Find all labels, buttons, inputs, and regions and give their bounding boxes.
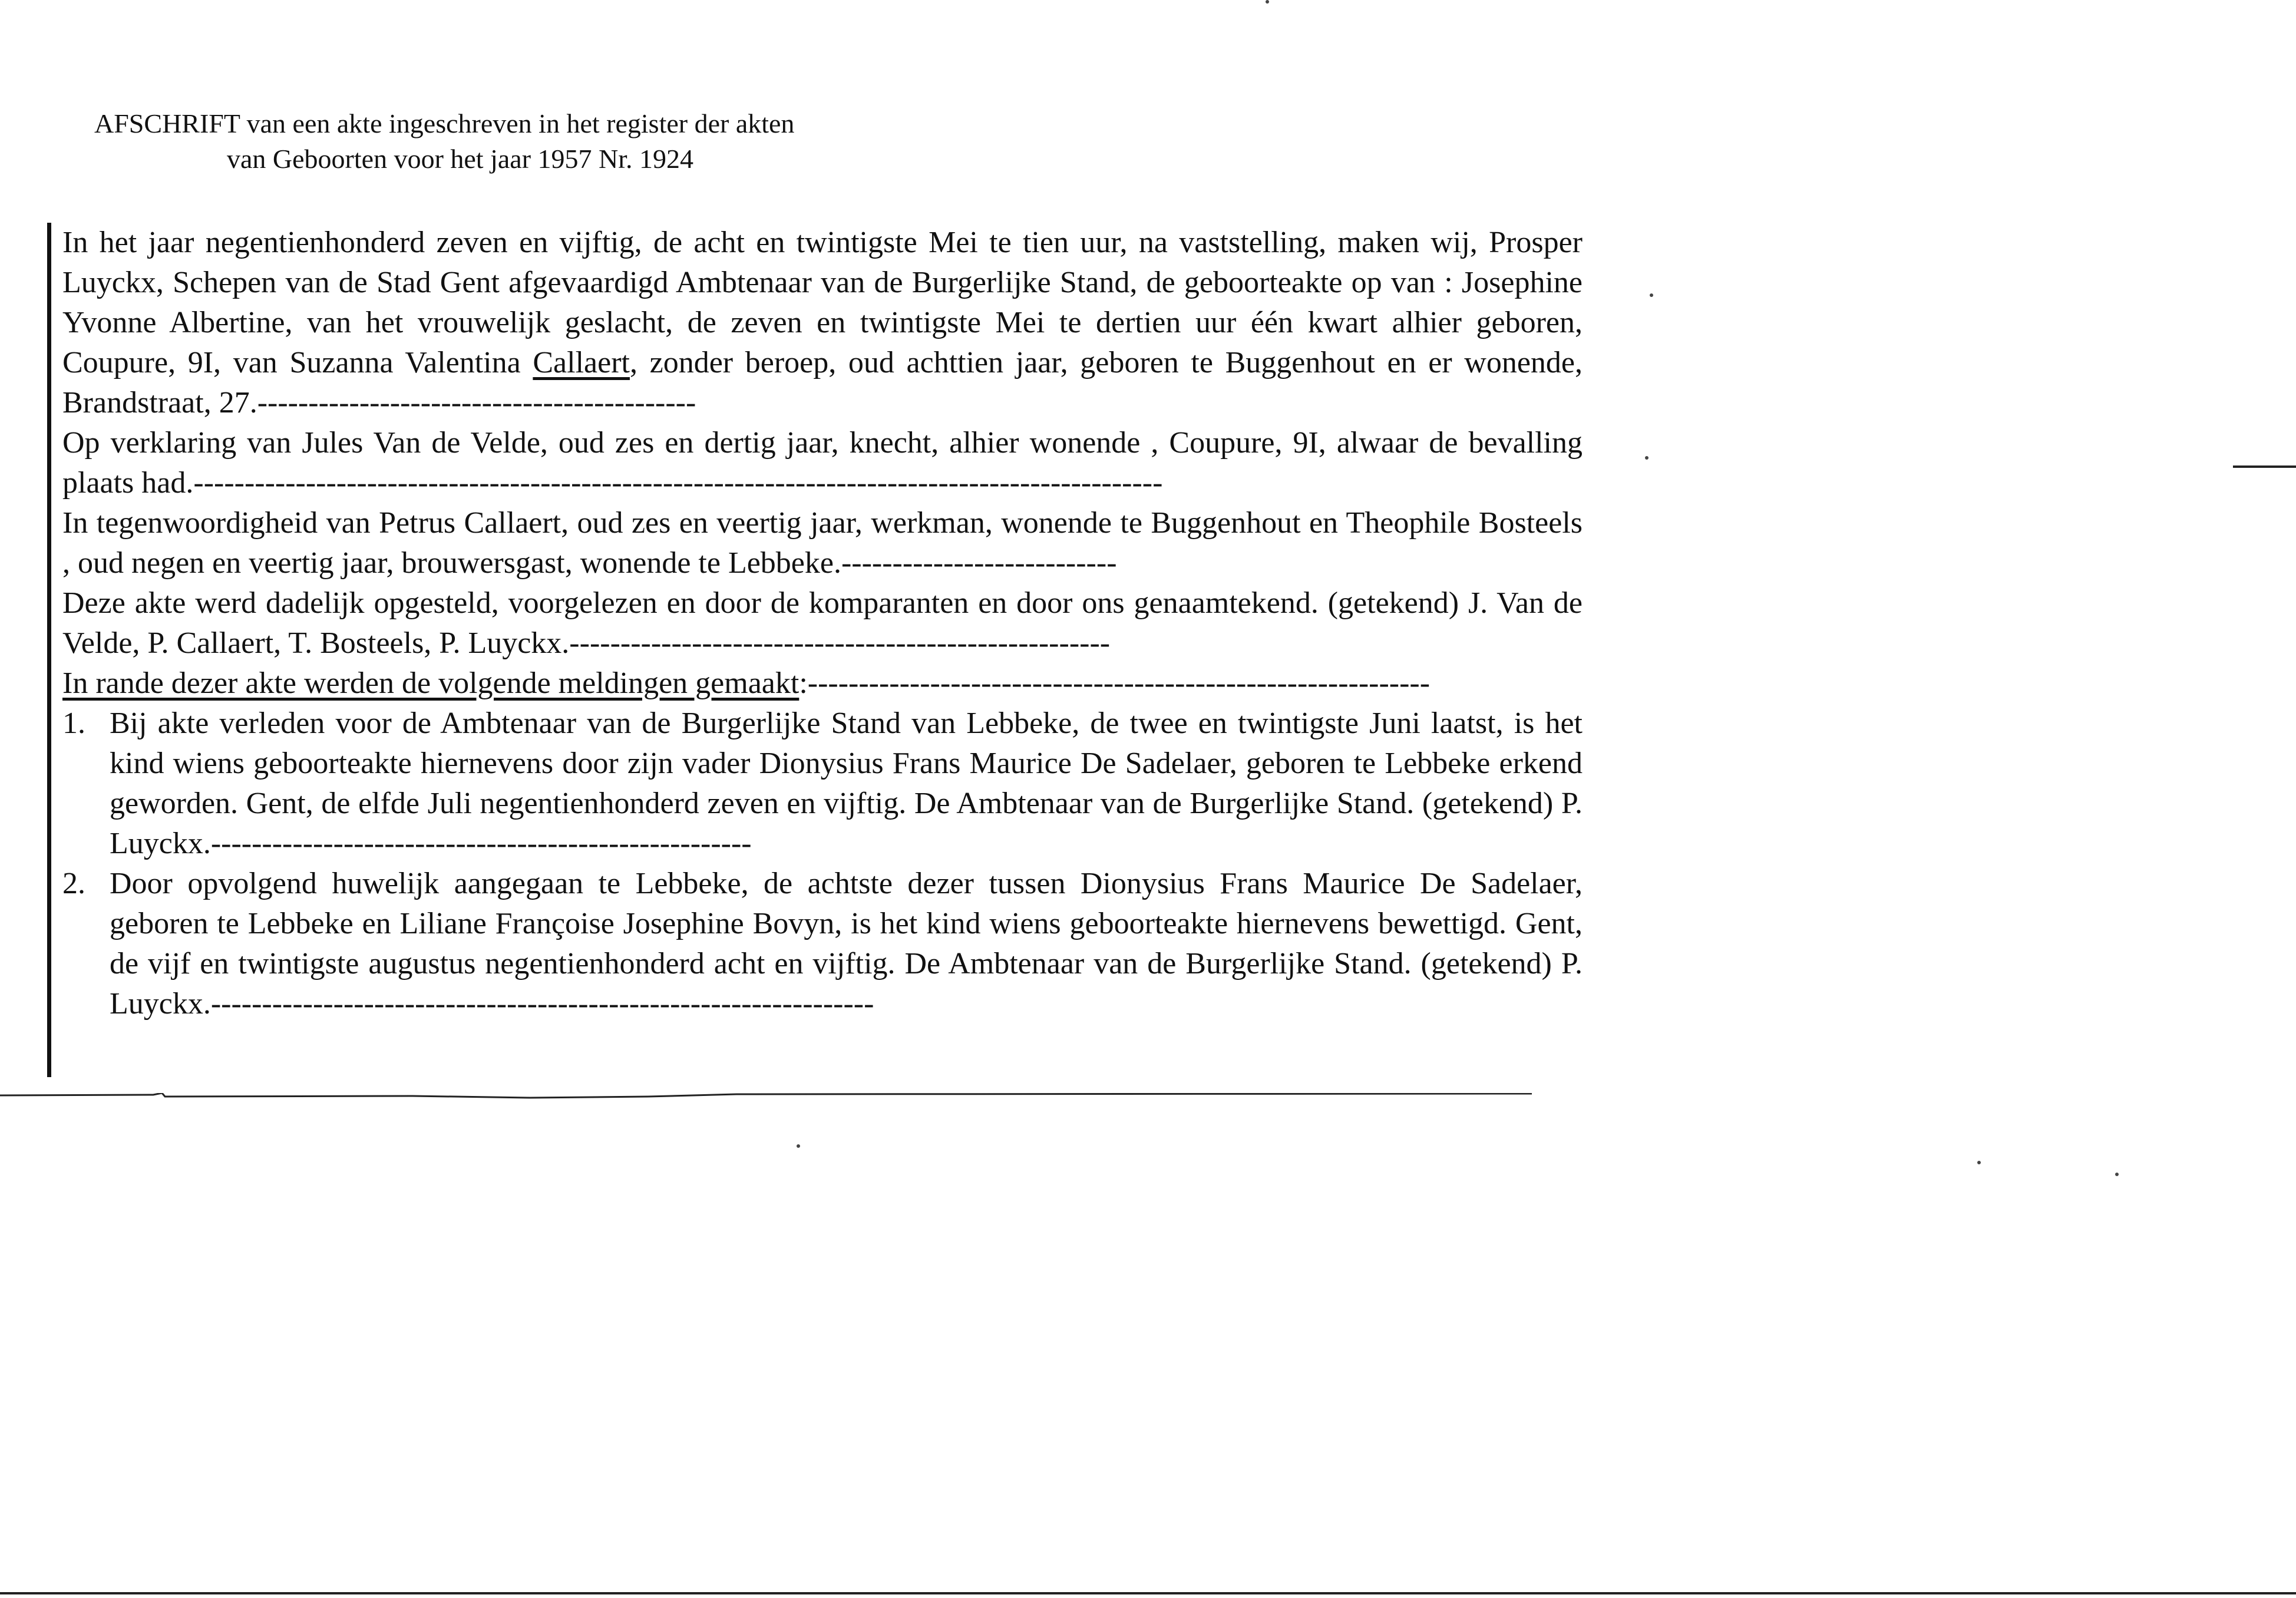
margin-notes-heading: In rande dezer akte werden de volgende meldingen gemaakt (62, 666, 800, 700)
scan-speck (797, 1144, 800, 1148)
paragraph-registration-text-b: , zonder beroep, oud achttien jaar, geboren te Buggenhout en er wonende, Brandstraat, 27.------------------------------------------- (62, 346, 1583, 420)
margin-note-number: 1. (62, 706, 85, 740)
scan-speck (1266, 0, 1269, 4)
header-line-2: van Geboorten voor het jaar 1957 Nr. 1924 (227, 144, 694, 174)
scan-speck (1977, 1161, 1981, 1164)
left-margin-rule (47, 223, 51, 1077)
document-header (94, 106, 919, 177)
paragraph-signatures: Deze akte werd dadelijk opgesteld, voorgelezen en door de komparanten en door ons genaamtekend. (getekend) J. Van de Velde, P. Callaert, T. Bosteels, P. Luyckx.----------------------------------------------------- (62, 586, 1583, 660)
deed-text (62, 223, 1583, 1024)
margin-note-text: Bij akte verleden voor de Ambtenaar van de Burgerlijke Stand van Lebbeke, de twee en twintigste Juni laatst, is het kind wiens geboorteakte hiernevens door zijn vader Dionysius Frans Maurice De Sadelaer, geboren te Lebbeke erkend geworden. Gent, de elfde Juli negentienhonderd zeven en vijftig. De Ambtenaar van de Burgerlijke Stand. (getekend) P. Luyckx.----------------------------------------------------- (110, 706, 1583, 860)
scan-speck (2115, 1173, 2119, 1176)
margin-note (62, 864, 1583, 1024)
paragraph-registration-text-a: In het jaar negentienhonderd zeven en vijftig, de acht en twintigste Mei te tien uur, na vaststelling, maken wij, Prosper Luyckx, Schepen van de Stad Gent afgevaardigd Ambtenaar van de Burgerlijke Stand, de geboorteakte op van : Josephine Yvonne Albertine, van het vrouwelijk geslacht, de zeven en twintigste Mei te dertien uur één kwart alhier geboren, Coupure, 9I, van Suzanna Valentina (62, 226, 1583, 379)
scan-edge-line (0, 1093, 1532, 1099)
paragraph-registration (62, 223, 1583, 423)
paragraph-margin-notes-intro (62, 663, 1583, 704)
margin-notes-list (62, 704, 1583, 1024)
margin-note-text: Door opvolgend huwelijk aangegaan te Lebbeke, de achtste dezer tussen Dionysius Frans Maurice De Sadelaer, geboren te Lebbeke en Liliane Françoise Josephine Bovyn, is het kind wiens geboorteakte hiernevens bewettigd. Gent, de vijf en twintigste augustus negentienhonderd acht en vijftig. De Ambtenaar van de Burgerlijke Stand. (getekend) P. Luyckx.----------------------------------------------------------------- (110, 867, 1583, 1021)
paragraph-declaration: Op verklaring van Jules Van de Velde, oud zes en dertig jaar, knecht, alhier wonende , Coupure, 9I, alwaar de bevalling plaats had.----------------------------------------------------------------------------------------------- (62, 426, 1583, 500)
margin-notes-heading-dashes: :------------------------------------------------------------- (799, 666, 1431, 700)
scan-speck (1650, 293, 1653, 297)
margin-note-number: 2. (62, 867, 85, 900)
scan-bottom-edge (0, 1592, 2296, 1594)
scan-speck (1645, 456, 1649, 460)
underlined-surname: Callaert (533, 346, 630, 379)
paragraph-witnesses: In tegenwoordigheid van Petrus Callaert, oud zes en veertig jaar, werkman, wonende te Buggenhout en Theophile Bosteels , oud negen en veertig jaar, brouwersgast, wonende te Lebbeke.--------------------------- (62, 506, 1583, 580)
margin-note (62, 704, 1583, 864)
header-line-1: AFSCHRIFT van een akte ingeschreven in het register der akten (94, 108, 795, 138)
deed-body (47, 223, 1583, 1077)
scan-margin-mark (2233, 465, 2296, 468)
